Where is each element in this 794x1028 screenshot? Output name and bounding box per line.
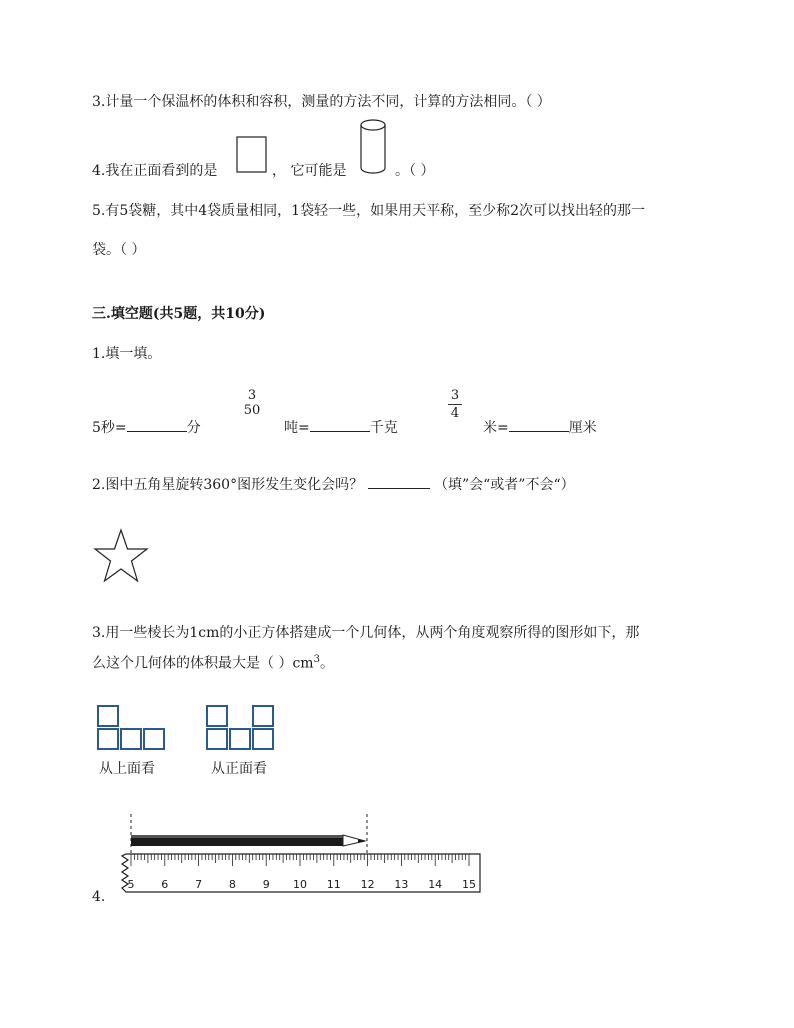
fill-q1-b-label: 吨= bbox=[284, 420, 310, 436]
fill-q1-b-blank[interactable] bbox=[310, 417, 370, 432]
ruler-tick-label: 7 bbox=[195, 878, 203, 891]
grid-cell bbox=[97, 728, 119, 750]
fill-q1-c bbox=[483, 417, 597, 437]
fill-q1-c-blank[interactable] bbox=[509, 417, 569, 432]
fill-q4: 4. bbox=[92, 889, 106, 905]
fill-q1-a-blank[interactable] bbox=[127, 417, 187, 432]
fill-q2-blank[interactable] bbox=[368, 474, 430, 489]
fill-q2-text: 2.图中五角星旋转360°图形发生变化会吗？ bbox=[92, 477, 364, 493]
top-view-label: 从上面看 bbox=[99, 761, 155, 777]
fill-q1-b-unit: 千克 bbox=[369, 420, 398, 436]
ruler-icon bbox=[122, 854, 480, 892]
fill-q1-a bbox=[92, 417, 201, 437]
judge-q5-line2: 袋。（ ） bbox=[92, 242, 146, 258]
fraction-bar bbox=[448, 404, 462, 405]
grid-cell bbox=[143, 728, 165, 750]
judge-q3: 3.计量一个保温杯的体积和容积，测量的方法不同，计算的方法相同。（ ） bbox=[92, 94, 551, 110]
fraction-3-50 bbox=[242, 388, 262, 418]
fill-q1-c-unit: 厘米 bbox=[568, 420, 597, 436]
fill-q3-sup: 3 bbox=[313, 654, 320, 665]
pencil-ruler-figure bbox=[112, 812, 488, 896]
judge-q4-text-a: 4.我在正面看到的是 bbox=[92, 163, 218, 179]
fill-q3-line2-b: 。 bbox=[319, 655, 334, 672]
ruler-tick-label: 11 bbox=[326, 878, 341, 891]
front-view-label: 从正面看 bbox=[211, 761, 267, 777]
fraction-num: 3 bbox=[247, 388, 257, 403]
ruler-tick-label: 14 bbox=[428, 878, 443, 891]
fraction-den: 4 bbox=[450, 406, 460, 421]
fill-q1-title: 1.填一填。 bbox=[92, 346, 162, 362]
fill-q1-a-label: 5秒= bbox=[92, 420, 127, 436]
pencil-icon bbox=[131, 835, 367, 846]
ruler-tick-label: 8 bbox=[228, 878, 236, 891]
judge-q4-text-b: ， 它可能是 bbox=[272, 163, 347, 179]
ruler-tick-label: 10 bbox=[293, 878, 307, 891]
ruler-tick-label: 6 bbox=[161, 878, 169, 891]
ruler-tick-label: 15 bbox=[462, 878, 476, 891]
grid-cell bbox=[97, 705, 119, 727]
fill-q3-line2 bbox=[92, 651, 334, 673]
grid-cell bbox=[206, 705, 228, 727]
fill-q2 bbox=[92, 474, 575, 494]
ruler-tick-label: 5 bbox=[127, 878, 135, 891]
fill-q1-c-label: 米= bbox=[483, 420, 509, 436]
square-figure bbox=[236, 136, 268, 174]
cylinder-figure bbox=[356, 118, 390, 176]
ruler-tick-label: 9 bbox=[262, 878, 270, 891]
grid-cell bbox=[206, 728, 228, 750]
grid-cell bbox=[120, 728, 142, 750]
fraction-den: 50 bbox=[243, 403, 261, 418]
grid-cell bbox=[229, 728, 251, 750]
fill-q1-a-unit: 分 bbox=[186, 420, 201, 436]
fill-q3-line1: 3.用一些棱长为1cm的小正方体搭建成一个几何体，从两个角度观察所得的图形如下，那 bbox=[92, 625, 640, 641]
fraction-3-4 bbox=[448, 388, 462, 421]
fill-q1-b bbox=[284, 417, 398, 437]
ruler-tick-label: 13 bbox=[394, 878, 409, 891]
fill-q2-tail: （填”会“或者”不会“） bbox=[433, 477, 575, 493]
star-icon bbox=[92, 528, 150, 584]
judge-q5-line1: 5.有5袋糖，其中4袋质量相同，1袋轻一些，如果用天平称，至少称2次可以找出轻的那一 bbox=[92, 203, 645, 219]
grid-cell bbox=[252, 728, 274, 750]
fraction-num: 3 bbox=[450, 388, 460, 403]
section-title: 三.填空题(共5题，共10分) bbox=[92, 306, 266, 322]
ruler-tick-label: 12 bbox=[360, 878, 375, 891]
fill-q3-line2-a: 么这个几何体的体积最大是（ ）cm bbox=[92, 655, 314, 672]
grid-cell bbox=[252, 705, 274, 727]
judge-q4-text-c: 。（ ） bbox=[395, 163, 435, 179]
